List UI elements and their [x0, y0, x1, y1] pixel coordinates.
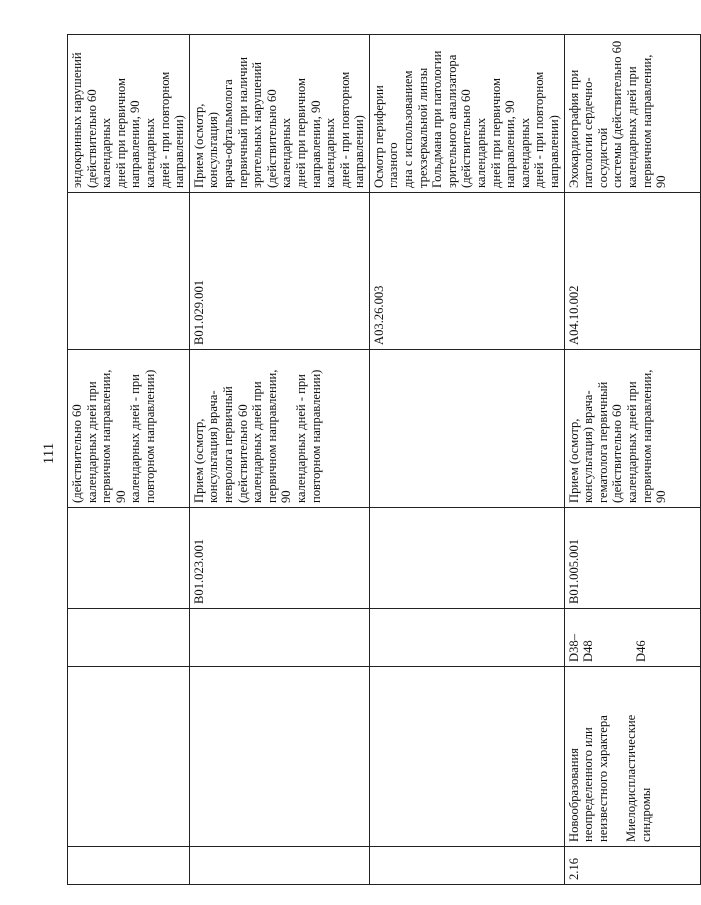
service-code-cell: A03.26.003	[369, 193, 564, 350]
row-number-cell	[369, 847, 564, 885]
table-row	[68, 35, 190, 885]
disease-cell	[189, 667, 369, 847]
row-number-cell	[189, 847, 369, 885]
service-code-cell	[68, 193, 190, 350]
service-code-cell: A04.10.002	[564, 193, 700, 350]
disease-cell	[369, 667, 564, 847]
page-number	[40, 438, 60, 468]
disease-subgroup-name: Миелодиспластические синдромы	[624, 714, 653, 842]
disease-group-name: Новообразования неопределенного или неизвестного характера	[566, 715, 610, 842]
service-name-cell: Осмотр периферии глазного дна с использованием трехзеркальной линзы Гольдмана при патологии зрительного анализатора (действительно 60 календарных дней при первичном направлении, 90 календарных дней - при повторном направлении)	[369, 35, 564, 193]
table-row	[189, 35, 369, 885]
row-number-cell	[68, 847, 190, 885]
row-number-cell: 2.16	[564, 847, 700, 885]
service-code-cell: B01.005.001	[564, 508, 700, 609]
service-code-cell	[369, 508, 564, 609]
icd-code-cell	[189, 609, 369, 667]
page-number-text: 111	[41, 442, 58, 464]
services-table	[67, 34, 701, 885]
table-row	[564, 35, 700, 885]
service-name-cell: Прием (осмотр, консультация) врача-офтальмолога первичный при наличии зрительных нарушений (действительно 60 календарных дней при первичном направлении, 90 календарных дней - при повторном направлении)	[189, 35, 369, 193]
service-name-cell: (действительно 60 календарных дней при первичном направлении, 90 календарных дней - при повторном направлении)	[68, 350, 190, 508]
service-code-cell: B01.029.001	[189, 193, 369, 350]
service-code-cell: B01.023.001	[189, 508, 369, 609]
icd-code-cell	[369, 609, 564, 667]
service-name-cell: Эхокардиография при патологии сердечно-сосудистой системы (действительно 60 календарных дней при первичном направлении, 90	[564, 35, 700, 193]
icd-code-cell	[564, 609, 700, 667]
service-code-cell	[68, 508, 190, 609]
service-name-cell: Прием (осмотр, консультация) врача- невролога первичный (действительно 60 календарных дней при первичном направлении, 90 календарных дней - при повторном направлении)	[189, 350, 369, 508]
service-name-cell: эндокринных нарушений (действительно 60 календарных дней при первичном направлении, 90 календарных дней - при повторном направлении)	[68, 35, 190, 193]
icd-code-cell	[68, 609, 190, 667]
disease-cell	[68, 667, 190, 847]
icd-code-range: D38–D48	[566, 634, 596, 662]
service-name-cell	[369, 350, 564, 508]
service-name-cell: Прием (осмотр, консультация) врача- гематолога первичный (действительно 60 календарных дней при первичном направлении, 90	[564, 350, 700, 508]
disease-cell	[564, 667, 700, 847]
icd-code-sub: D46	[633, 640, 648, 662]
rotated-table-container	[67, 35, 669, 885]
table-row	[369, 35, 564, 885]
